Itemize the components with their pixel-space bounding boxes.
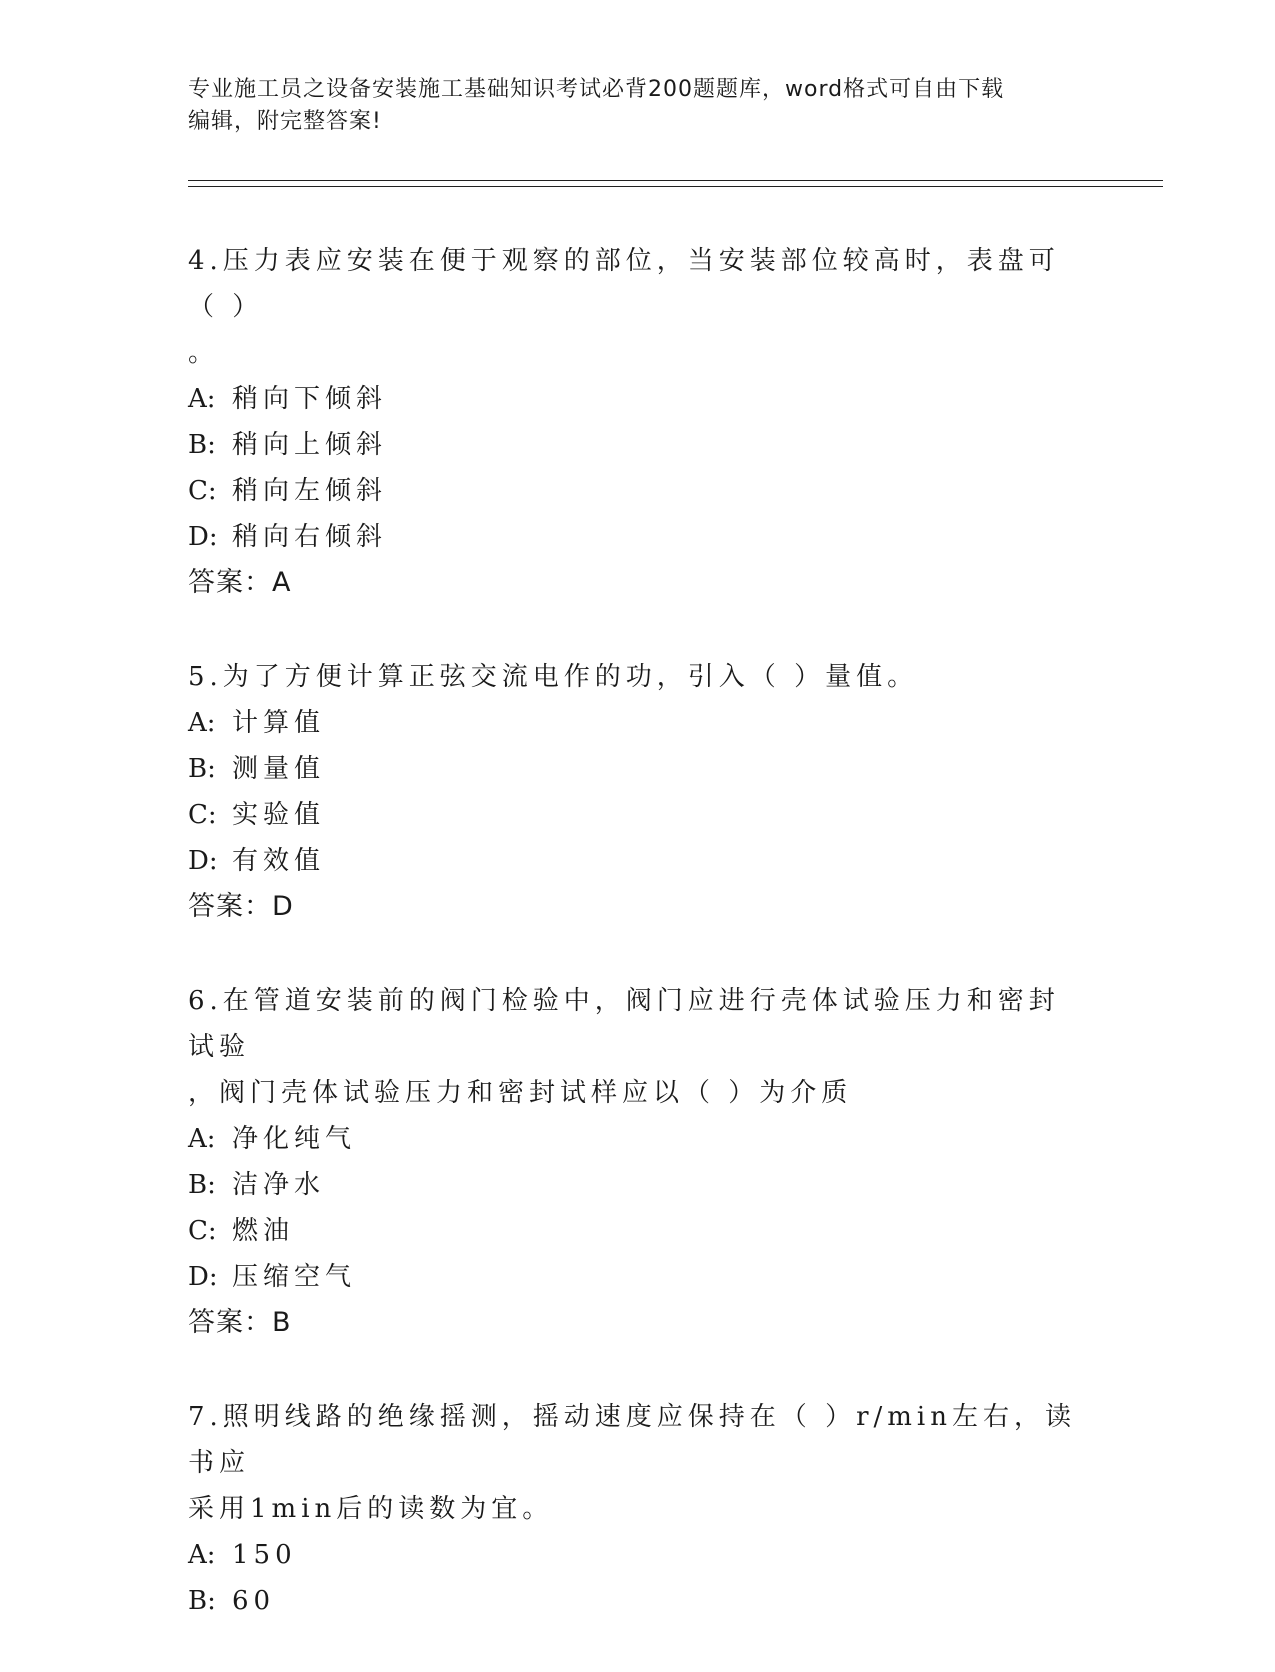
option-key: C: [188,476,217,506]
option-key: B: [188,754,216,784]
answer-label: 答案：B [188,1307,292,1338]
option-c [188,1208,1088,1254]
option-key: C: [188,800,217,830]
option-b [188,1162,1088,1208]
option-b [188,746,1088,792]
header-divider-bottom [188,186,1163,187]
option-d [188,838,1088,884]
option-text: 燃油 [232,1216,295,1246]
question-text: 5.为了方便计算正弦交流电作的功，引入（ ）量值。 [188,662,919,692]
option-text: 计算值 [232,708,326,738]
option-key: B: [188,430,216,460]
option-b [188,1578,1088,1624]
option-text: 60 [232,1586,276,1616]
option-a [188,376,1088,422]
question-text-continued: 。 [188,338,220,368]
option-c [188,468,1088,514]
option-text: 稍向左倾斜 [232,476,388,506]
header-title-line-1: 专业施工员之设备安装施工基础知识考试必背200题题库，word格式可自由下载 [188,77,1005,102]
option-text: 压缩空气 [232,1262,357,1292]
option-text: 测量值 [232,754,326,784]
option-text: 实验值 [232,800,326,830]
option-key: C: [188,1216,217,1246]
option-text: 净化纯气 [232,1124,357,1154]
option-a [188,1532,1088,1578]
option-c [188,792,1088,838]
question-4 [188,238,1088,606]
header-divider-top [188,180,1163,181]
option-key: D: [188,846,218,876]
option-d [188,1254,1088,1300]
question-5 [188,654,1088,930]
option-text: 洁净水 [232,1170,326,1200]
option-text: 有效值 [232,846,326,876]
option-key: A: [188,1540,216,1570]
question-text-continued: ，阀门壳体试验压力和密封试样应以（ ）为介质 [188,1078,853,1108]
option-key: D: [188,522,218,552]
header-title-line-2: 编辑，附完整答案! [188,109,382,134]
answer-label: 答案：A [188,567,292,598]
question-text: 6.在管道安装前的阀门检验中，阀门应进行壳体试验压力和密封试验 [188,986,1060,1062]
option-d [188,514,1088,560]
answer-label: 答案：D [188,891,294,922]
option-key: D: [188,1262,218,1292]
option-key: B: [188,1586,216,1616]
question-6 [188,978,1088,1346]
document-header [188,74,1068,138]
option-key: A: [188,384,216,414]
question-list [188,238,1088,1672]
question-7 [188,1394,1088,1624]
option-key: B: [188,1170,216,1200]
option-text: 稍向下倾斜 [232,384,388,414]
question-text: 7.照明线路的绝缘摇测，摇动速度应保持在（ ）r/min左右，读书应 [188,1402,1076,1478]
option-b [188,422,1088,468]
question-text: 4.压力表应安装在便于观察的部位，当安装部位较高时，表盘可（ ） [188,246,1060,322]
question-text-continued: 采用1min后的读数为宜。 [188,1494,554,1524]
option-key: A: [188,708,216,738]
option-text: 稍向上倾斜 [232,430,388,460]
option-a [188,700,1088,746]
option-text: 150 [232,1540,297,1570]
option-key: A: [188,1124,216,1154]
option-text: 稍向右倾斜 [232,522,388,552]
option-a [188,1116,1088,1162]
